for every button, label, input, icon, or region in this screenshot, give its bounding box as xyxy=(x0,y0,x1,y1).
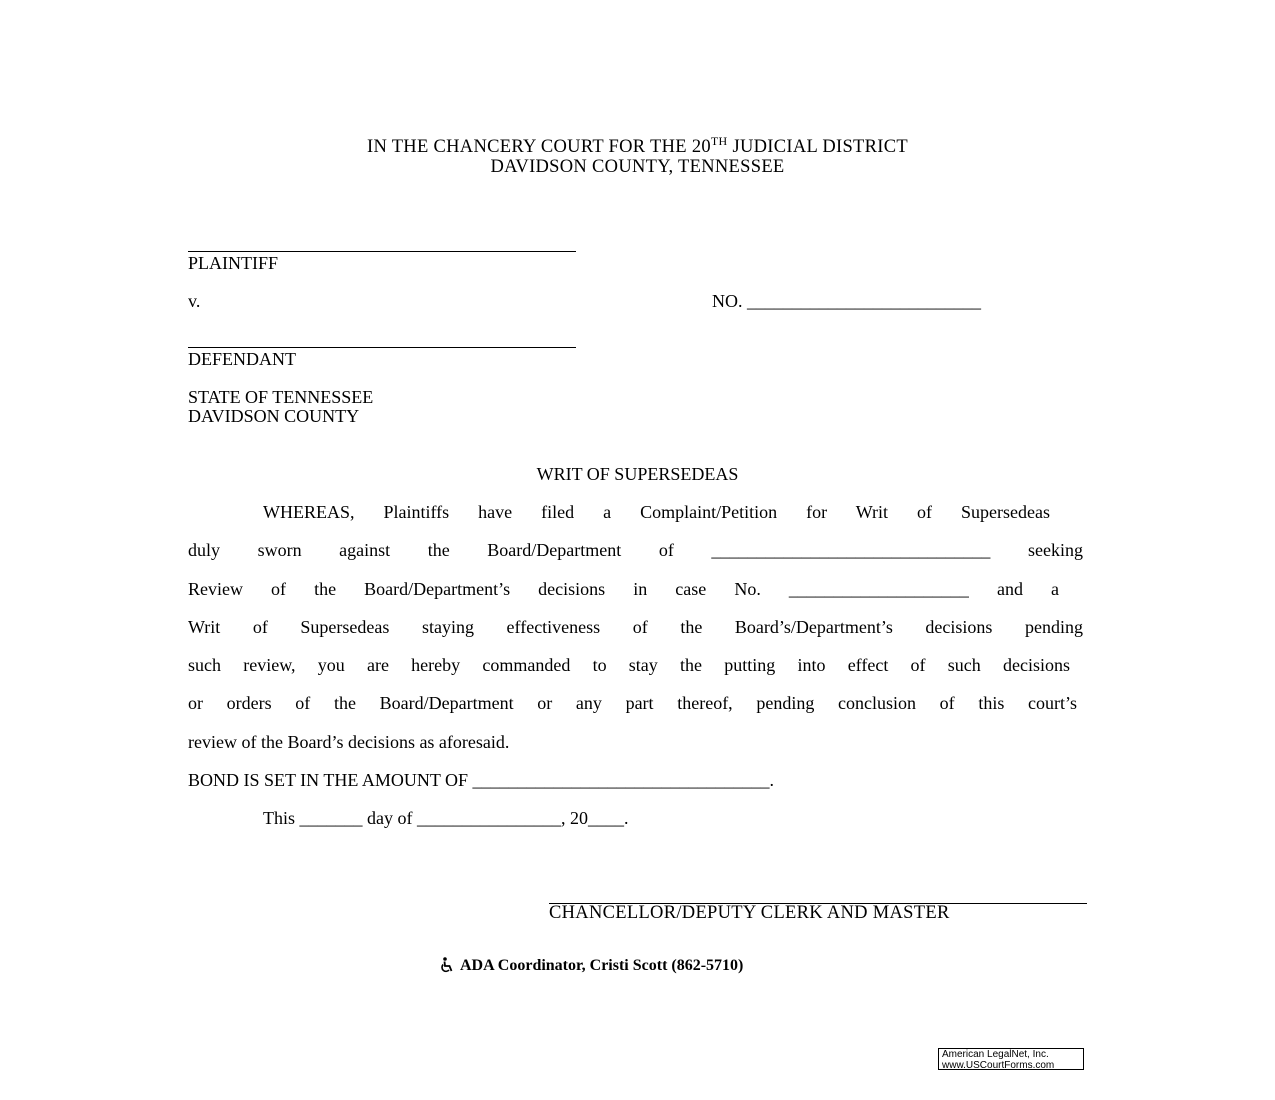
document-title: WRIT OF SUPERSEDEAS xyxy=(536,464,739,484)
bond-line: BOND IS SET IN THE AMOUNT OF _________________________________. xyxy=(188,770,775,790)
county-heading: DAVIDSON COUNTY, TENNESSEE xyxy=(490,157,785,177)
ada-coordinator: ADA Coordinator, Cristi Scott (862-5710) xyxy=(440,957,743,975)
wheelchair-icon xyxy=(440,957,460,974)
state-label: STATE OF TENNESSEE xyxy=(188,387,374,407)
body-line-3: Review of the Board/Department’s decisions in case No. ____________________ and a xyxy=(188,579,1059,599)
publisher-name: American LegalNet, Inc. xyxy=(942,1049,1049,1060)
body-line-7: review of the Board’s decisions as aforesaid. xyxy=(188,732,510,752)
body-line-6: or orders of the Board/Department or any part thereof, pending conclusion of this court’s xyxy=(188,693,1077,713)
defendant-label: DEFENDANT xyxy=(188,349,296,369)
defendant-signature-line xyxy=(188,347,576,348)
versus-label: v. xyxy=(188,291,201,311)
case-number: NO. __________________________ xyxy=(712,291,981,311)
county-label: DAVIDSON COUNTY xyxy=(188,406,360,426)
court-heading: IN THE CHANCERY COURT FOR THE 20TH JUDICIAL DISTRICT xyxy=(367,134,908,157)
publisher-stamp xyxy=(938,1048,1084,1070)
body-line-1: WHEREAS, Plaintiffs have filed a Complaint/Petition for Writ of Supersedeas xyxy=(263,502,1050,522)
body-line-2: duly sworn against the Board/Department of _______________________________ seeking xyxy=(188,540,1083,560)
body-line-4: Writ of Supersedeas staying effectiveness of the Board’s/Department’s decisions pending xyxy=(188,617,1083,637)
publisher-url: www.USCourtForms.com xyxy=(942,1059,1055,1071)
date-line: This _______ day of ________________, 20____. xyxy=(263,808,629,828)
plaintiff-label: PLAINTIFF xyxy=(188,253,279,273)
body-line-5: such review, you are hereby commanded to stay the putting into effect of such decisions xyxy=(188,655,1070,675)
plaintiff-signature-line xyxy=(188,251,576,252)
signature-label: CHANCELLOR/DEPUTY CLERK AND MASTER xyxy=(549,903,950,923)
